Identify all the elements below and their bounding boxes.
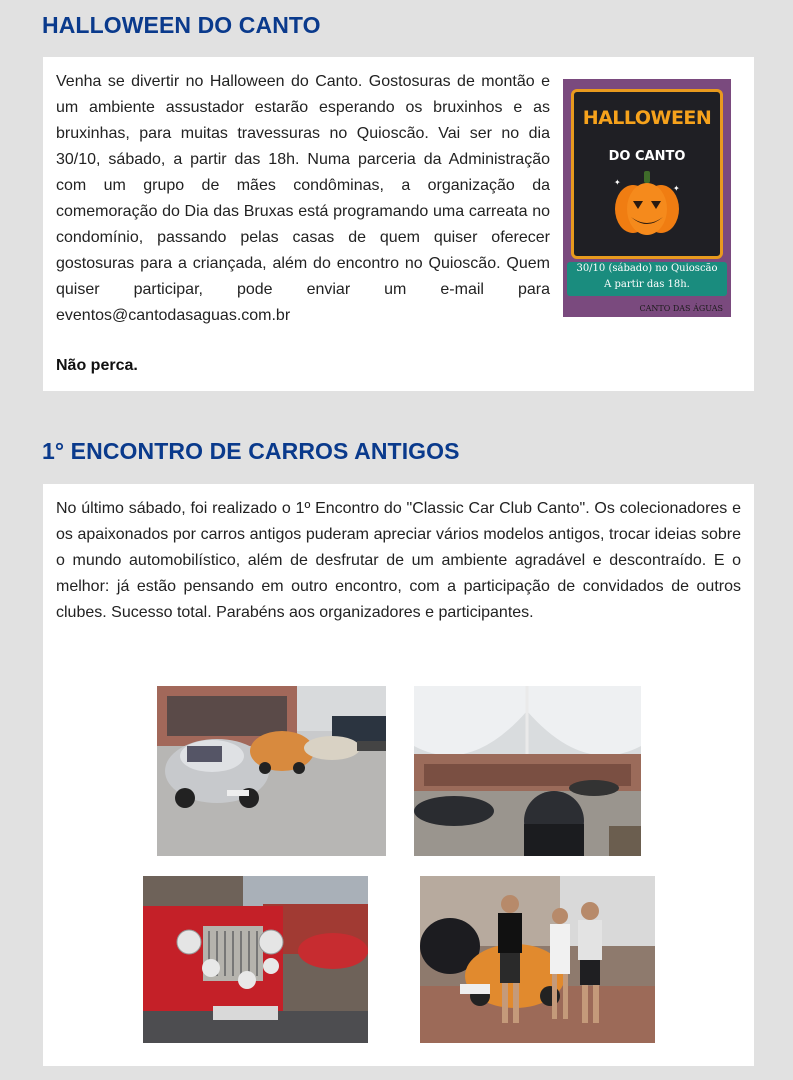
halloween-card [43, 57, 754, 391]
halloween-closing: Não perca. [56, 357, 138, 374]
car-photo-tent [414, 686, 641, 856]
halloween-poster [563, 79, 731, 317]
car-photo-red-roadster [143, 876, 368, 1043]
car-photo-silver-beetle [157, 686, 386, 856]
svg-text:✦: ✦ [673, 184, 680, 193]
svg-text:✦: ✦ [614, 178, 621, 187]
pumpkin-icon [611, 171, 683, 237]
car-photo-people-beetle [420, 876, 655, 1043]
cars-card [43, 484, 754, 1066]
poster-date: 30/10 (sábado) no Quioscão [576, 263, 718, 274]
halloween-paragraph: Venha se divertir no Halloween do Canto. Gostosuras de montão e um ambiente assustador estarão esperando os bruxinhos e as bruxinhas, para muitas travessuras no Quioscão. Vai ser no dia 30/10, sábado, a partir das 18h. Numa parceria da Administração com um grupo de mães condôminas, a organização da comemoração do Dia das Bruxas está programando uma carreata no condomínio, passando pelas casas de quem quiser oferecer gostosuras para a criançada, além do encontro no Quioscão. Quem quiser participar, pode enviar um e-mail para eventos@cantodasaguas.com.br [56, 73, 550, 324]
cars-section-title: 1° ENCONTRO DE CARROS ANTIGOS [42, 438, 460, 464]
cars-paragraph: No último sábado, foi realizado o 1º Encontro do "Classic Car Club Canto". Os colecionadores e os apaixonados por carros antigos puderam apreciar vários modelos antigos, trocar ideias sobre o mundo automobilístico, além de desfrutar de um ambiente agradável e descontraído. E o melhor: já estão pensando em outro encontro, com a participação de convidados de outros clubes. Sucesso total. Parabéns aos organizadores e participantes. [56, 500, 741, 621]
poster-time: A partir das 18h. [604, 279, 690, 290]
poster-subtitle: DO CANTO [608, 149, 686, 164]
poster-title: HALLOWEEN [582, 107, 712, 129]
halloween-section-title: HALLOWEEN DO CANTO [42, 12, 321, 38]
poster-brand: CANTO DAS ÁGUAS [639, 304, 723, 313]
